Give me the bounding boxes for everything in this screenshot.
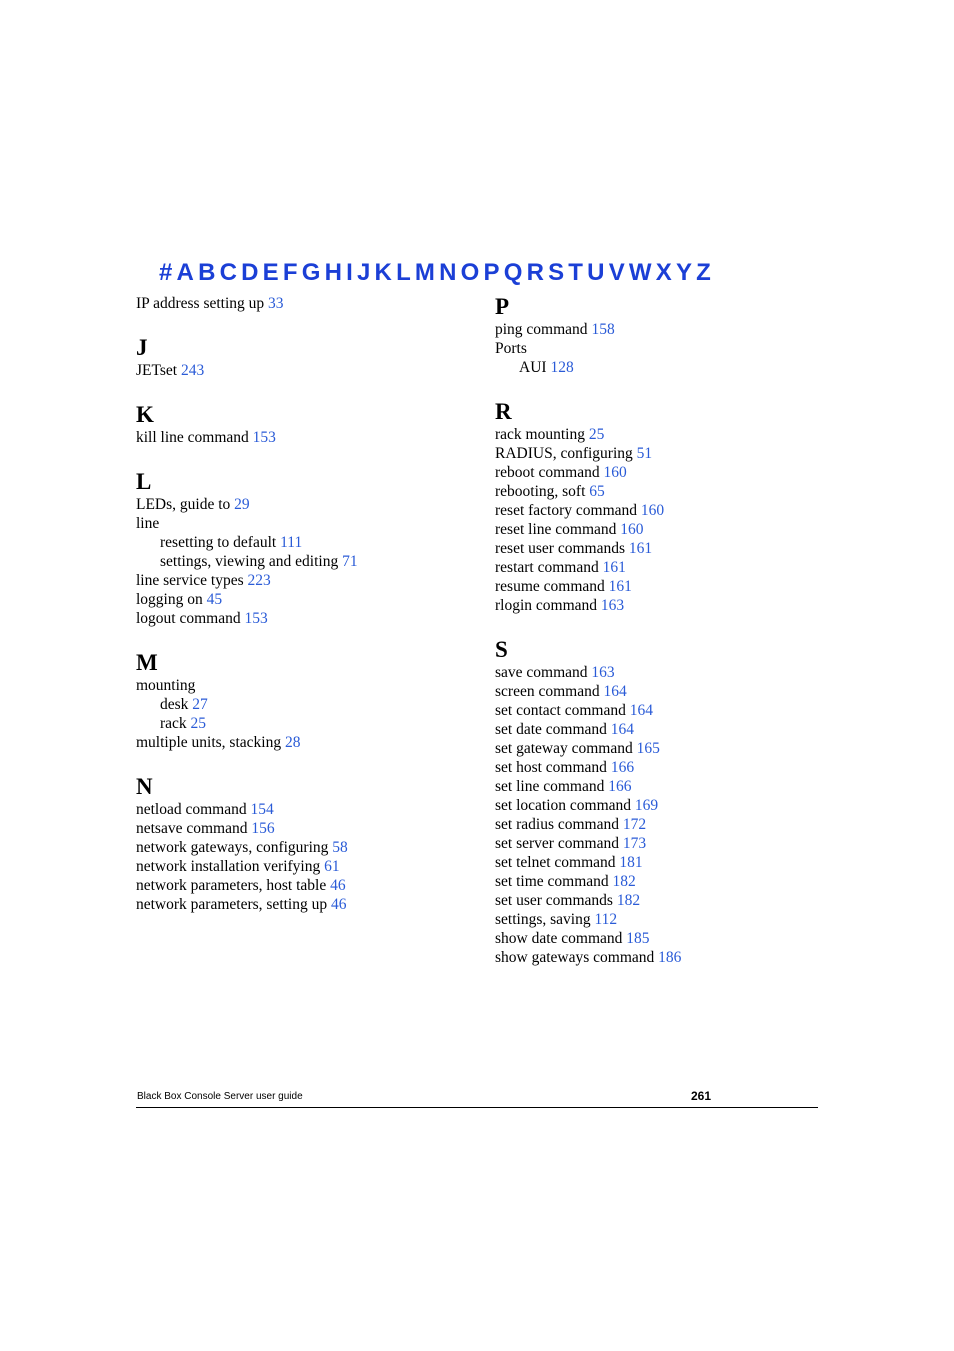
entry-term: set server command — [495, 835, 619, 852]
section-gap — [495, 615, 825, 637]
index-entry — [495, 720, 825, 739]
index-entry — [495, 758, 825, 777]
index-column-right — [495, 294, 825, 967]
section-letter-p: P — [495, 294, 510, 319]
section-gap — [136, 447, 476, 469]
index-subentry — [136, 695, 476, 714]
entry-term: settings, saving — [495, 911, 591, 928]
index-entry — [495, 872, 825, 891]
nav-letter-m[interactable]: M — [414, 259, 435, 286]
page-link[interactable]: 172 — [622, 816, 647, 833]
page-link[interactable]: 163 — [591, 664, 615, 681]
entry-term: network parameters, host table — [136, 877, 327, 894]
nav-letter-i[interactable]: I — [346, 259, 353, 286]
index-entry — [495, 339, 825, 358]
index-subentry — [136, 552, 476, 571]
page-link[interactable]: 46 — [330, 896, 347, 913]
entry-term: save command — [495, 664, 588, 681]
nav-letter-x[interactable]: X — [655, 259, 672, 286]
entry-term: reset line command — [495, 521, 617, 538]
page-link[interactable]: 25 — [190, 715, 207, 732]
nav-letter-r[interactable]: R — [526, 259, 544, 286]
entry-term: restart command — [495, 559, 599, 576]
entry-term: ping command — [495, 321, 588, 338]
entry-term: Ports — [495, 340, 527, 357]
page-link[interactable]: 161 — [602, 559, 626, 576]
entry-term: set date command — [495, 721, 607, 738]
page-link[interactable]: 153 — [252, 429, 276, 446]
page-link[interactable]: 71 — [342, 553, 358, 570]
section-letter-n: N — [136, 774, 153, 799]
index-entry — [136, 571, 476, 590]
page-link[interactable]: 181 — [619, 854, 643, 871]
section-letter-s: S — [495, 637, 508, 662]
page-link[interactable]: 111 — [280, 534, 303, 551]
page-link[interactable]: 182 — [616, 892, 641, 909]
section-gap — [495, 377, 825, 399]
index-entry — [495, 425, 825, 444]
nav-letter-t[interactable]: T — [568, 259, 583, 286]
page-link[interactable]: 185 — [626, 930, 650, 947]
index-entry — [136, 876, 476, 895]
index-entry — [495, 777, 825, 796]
entry-term: reset user commands — [495, 540, 625, 557]
index-entry — [495, 815, 825, 834]
index-entry — [495, 501, 825, 520]
footer-page-number: 261 — [691, 1089, 712, 1103]
page-link[interactable]: 243 — [180, 362, 205, 379]
page-link[interactable]: 29 — [234, 496, 250, 513]
index-entry — [495, 596, 825, 615]
nav-letter-q[interactable]: Q — [503, 259, 523, 286]
page-link[interactable]: 128 — [550, 359, 574, 376]
entry-term: set telnet command — [495, 854, 616, 871]
page-link[interactable]: 158 — [591, 321, 615, 338]
entry-term: resetting to default — [160, 534, 277, 551]
page-footer — [136, 1088, 818, 1108]
page-link[interactable]: 33 — [268, 295, 284, 312]
entry-term: settings, viewing and editing — [160, 553, 339, 570]
nav-letter-c[interactable]: C — [219, 259, 237, 286]
index-entry — [495, 796, 825, 815]
entry-term: netsave command — [136, 820, 248, 837]
page-link[interactable]: 164 — [610, 721, 635, 738]
section-letter-j: J — [136, 335, 148, 360]
entry-term: screen command — [495, 683, 600, 700]
entry-term: kill line command — [136, 429, 249, 446]
index-entry — [495, 577, 825, 596]
page-link[interactable]: 153 — [244, 610, 268, 627]
nav-letter-d[interactable]: D — [241, 259, 259, 286]
index-entry — [136, 819, 476, 838]
index-entry — [495, 444, 825, 463]
section-gap — [136, 628, 476, 650]
index-entry — [136, 590, 476, 609]
index-entry — [495, 558, 825, 577]
nav-letter-y[interactable]: Y — [675, 259, 692, 286]
index-entry — [136, 676, 476, 695]
page-link[interactable]: 112 — [594, 911, 618, 928]
entry-term: RADIUS, configuring — [495, 445, 633, 462]
page-link[interactable]: 25 — [588, 426, 605, 443]
page-link[interactable]: 164 — [603, 683, 627, 700]
entry-term: show gateways command — [495, 949, 655, 966]
entry-term: netload command — [136, 801, 247, 818]
page-link[interactable]: 154 — [250, 801, 274, 818]
nav-letter-g[interactable]: G — [301, 259, 321, 286]
index-entry — [495, 539, 825, 558]
entry-term: set location command — [495, 797, 632, 814]
nav-letter-a[interactable]: A — [176, 259, 194, 286]
entry-term: reset factory command — [495, 502, 638, 519]
index-entry — [136, 733, 476, 752]
page-link[interactable]: 160 — [603, 464, 627, 481]
index-entry — [495, 663, 825, 682]
entry-term: set host command — [495, 759, 607, 776]
index-entry — [495, 929, 825, 948]
nav-letter-z[interactable]: Z — [696, 259, 711, 286]
page-link[interactable]: 169 — [634, 797, 659, 814]
index-entry — [495, 520, 825, 539]
index-entry — [136, 294, 476, 313]
entry-term: reboot command — [495, 464, 600, 481]
page-link[interactable]: 27 — [192, 696, 208, 713]
section-gap — [136, 380, 476, 402]
alphabet-index-nav — [159, 259, 715, 291]
index-entry — [495, 910, 825, 929]
entry-term: logging on — [136, 591, 203, 608]
index-column-left — [136, 294, 476, 914]
nav-letter-s[interactable]: S — [548, 259, 565, 286]
nav-letter-v[interactable]: V — [608, 259, 625, 286]
nav-letter-hash[interactable]: # — [159, 259, 173, 286]
entry-term: line service types — [136, 572, 244, 589]
index-entry — [495, 739, 825, 758]
nav-letter-e[interactable]: E — [262, 259, 279, 286]
entry-term: LEDs, guide to — [136, 496, 231, 513]
index-subentry — [136, 714, 476, 733]
entry-term: rack — [160, 715, 187, 732]
index-subentry — [495, 358, 825, 377]
index-entry — [495, 948, 825, 967]
page-link[interactable]: 58 — [332, 839, 348, 856]
entry-term: set user commands — [495, 892, 613, 909]
page-link[interactable]: 160 — [640, 502, 665, 519]
entry-term: set gateway command — [495, 740, 633, 757]
footer-document-title: Black Box Console Server user guide — [137, 1091, 303, 1102]
index-entry — [495, 701, 825, 720]
page-link[interactable]: 46 — [330, 877, 346, 894]
nav-letter-p[interactable]: P — [483, 259, 500, 286]
entry-term: IP address setting up — [136, 295, 265, 312]
entry-term: set line command — [495, 778, 605, 795]
entry-term: logout command — [136, 610, 241, 627]
section-gap — [136, 752, 476, 774]
entry-term: multiple units, stacking — [136, 734, 282, 751]
page-link[interactable]: 65 — [589, 483, 605, 500]
section-gap — [136, 313, 476, 335]
section-letter-m: M — [136, 650, 158, 675]
index-subentry — [136, 533, 476, 552]
page-link[interactable]: 161 — [628, 540, 653, 557]
index-entry — [495, 482, 825, 501]
entry-term: line — [136, 515, 160, 532]
page-link[interactable]: 28 — [284, 734, 301, 751]
nav-letter-h[interactable]: H — [324, 259, 342, 286]
entry-term: network parameters, setting up — [136, 896, 328, 913]
index-entry — [136, 495, 476, 514]
page-link[interactable]: 186 — [658, 949, 682, 966]
index-entry — [495, 834, 825, 853]
nav-letter-o[interactable]: O — [460, 259, 480, 286]
page-link[interactable]: 61 — [324, 858, 340, 875]
page-link[interactable]: 45 — [206, 591, 223, 608]
section-letter-r: R — [495, 399, 512, 424]
page-link[interactable]: 163 — [600, 597, 625, 614]
page-link[interactable]: 166 — [608, 778, 632, 795]
entry-term: resume command — [495, 578, 605, 595]
index-entry — [136, 514, 476, 533]
page-link[interactable]: 156 — [251, 820, 275, 837]
index-entry — [136, 838, 476, 857]
entry-term: set radius command — [495, 816, 619, 833]
nav-letter-n[interactable]: N — [439, 259, 457, 286]
index-entry — [136, 857, 476, 876]
nav-letter-j[interactable]: J — [356, 259, 371, 286]
index-entry — [495, 853, 825, 872]
entry-term: AUI — [519, 359, 547, 376]
section-letter-k: K — [136, 402, 154, 427]
section-letter-l: L — [136, 469, 152, 494]
nav-letter-l[interactable]: L — [396, 259, 411, 286]
page-link[interactable]: 223 — [247, 572, 271, 589]
page-link[interactable]: 160 — [620, 521, 644, 538]
page-link[interactable]: 165 — [636, 740, 660, 757]
index-entry — [495, 463, 825, 482]
entry-term: set contact command — [495, 702, 626, 719]
page-link[interactable]: 51 — [636, 445, 653, 462]
index-entry — [136, 428, 476, 447]
entry-term: rebooting, soft — [495, 483, 586, 500]
index-entry — [136, 361, 476, 380]
page-link[interactable]: 173 — [622, 835, 647, 852]
index-entry — [495, 320, 825, 339]
nav-letter-k[interactable]: K — [374, 259, 392, 286]
entry-term: show date command — [495, 930, 623, 947]
index-entry — [136, 609, 476, 628]
entry-term: mounting — [136, 677, 196, 694]
entry-term: set time command — [495, 873, 609, 890]
index-entry — [495, 891, 825, 910]
nav-letter-u[interactable]: U — [587, 259, 605, 286]
page-link[interactable]: 182 — [612, 873, 636, 890]
index-entry — [136, 895, 476, 914]
entry-term: JETset — [136, 362, 178, 379]
page-link[interactable]: 166 — [610, 759, 635, 776]
entry-term: network installation verifying — [136, 858, 321, 875]
page-link[interactable]: 161 — [608, 578, 632, 595]
entry-term: rlogin command — [495, 597, 598, 614]
nav-letter-w[interactable]: W — [628, 259, 652, 286]
index-entry — [136, 800, 476, 819]
nav-letter-b[interactable]: B — [198, 259, 216, 286]
page-link[interactable]: 164 — [629, 702, 653, 719]
entry-term: rack mounting — [495, 426, 585, 443]
entry-term: desk — [160, 696, 189, 713]
entry-term: network gateways, configuring — [136, 839, 329, 856]
index-entry — [495, 682, 825, 701]
nav-letter-f[interactable]: F — [282, 259, 298, 286]
